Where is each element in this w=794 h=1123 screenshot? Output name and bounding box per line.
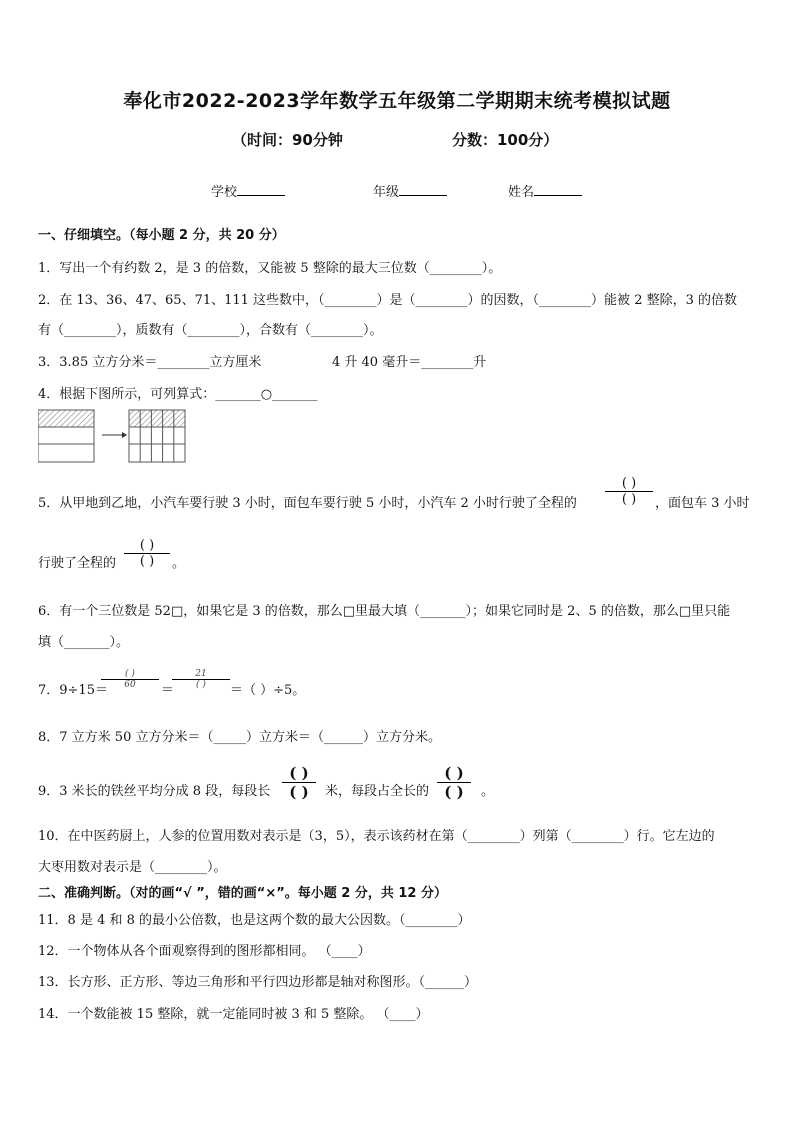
question-4: 4．根据下图所示，可列算式：_______○_______	[38, 387, 318, 402]
question-7-fraction-1[interactable]	[101, 669, 159, 690]
question-10-line1: 10．在中医药厨上，人参的位置用数对表示是（3，5），表示该药材在第（________）列第（________）行。它左边的	[38, 829, 715, 844]
school-blank[interactable]	[237, 182, 285, 196]
question-3-part2: 4 升 40 毫升＝________升	[332, 355, 487, 370]
name-blank[interactable]	[534, 182, 582, 196]
question-5-end: 。	[172, 556, 186, 571]
fraction-denominator: ( )	[289, 783, 309, 801]
question-5-line2: 行驶了全程的	[38, 556, 117, 571]
question-9-fraction-1[interactable]	[282, 764, 316, 801]
question-5-line1-end: ，面包车 3 小时	[655, 496, 750, 511]
fraction-numerator: ( )	[139, 538, 155, 553]
school-label: 学校	[211, 185, 238, 200]
exam-time: （时间：90分钟	[232, 131, 343, 149]
grade-label: 年级	[373, 185, 400, 200]
question-9-start: 9．3 米长的铁丝平均分成 8 段，每段长	[38, 784, 271, 799]
question-12: 12．一个物体从各个面观察得到的图形都相同。 （____）	[38, 944, 371, 959]
arrow-icon	[102, 432, 127, 438]
question-2-line2: 有（________），质数有（________），合数有（________）。	[38, 323, 383, 338]
fraction-denominator: ( )	[196, 680, 206, 690]
question-4-diagram	[38, 409, 188, 465]
question-9-fraction-2[interactable]	[437, 764, 471, 801]
question-6-line2: 填（_______）。	[38, 635, 130, 650]
question-9-end: 。	[481, 784, 495, 799]
question-8: 8．7 立方米 50 立方分米＝（_____）立方米＝（______）立方分米。	[38, 730, 441, 745]
question-2-line1: 2．在 13、36、47、65、71、111 这些数中，（________）是（________）的因数，（________）能被 2 整除，3 的倍数	[38, 293, 737, 308]
left-grid-figure	[38, 410, 94, 462]
exam-score: 分数：100分）	[452, 131, 559, 149]
fraction-numerator: ( )	[444, 764, 464, 782]
section-1-heading: 一、仔细填空。（每小题 2 分，共 20 分）	[38, 228, 285, 243]
right-grid-figure	[129, 410, 185, 462]
grade-field	[373, 181, 447, 200]
section-2-heading: 二、准确判断。（对的画“√ ”，错的画“×”。每小题 2 分，共 12 分）	[38, 886, 448, 901]
question-7-equals: ＝	[161, 683, 175, 698]
grade-blank[interactable]	[399, 182, 447, 196]
question-7-fraction-2[interactable]	[172, 669, 230, 690]
fraction-denominator: ( )	[444, 783, 464, 801]
question-5-line1: 5．从甲地到乙地，小汽车要行驶 3 小时，面包车要行驶 5 小时，小汽车 2 小时行驶了全程的	[38, 496, 577, 511]
question-5-fraction-1[interactable]	[605, 476, 653, 507]
question-14: 14．一个数能被 15 整除，就一定能同时被 3 和 5 整除。 （____）	[38, 1007, 429, 1022]
question-7-end: ＝（ ）÷5。	[230, 683, 306, 698]
fraction-numerator: ( )	[621, 476, 637, 491]
fraction-numerator: 21	[195, 669, 207, 679]
page-title: 奉化市2022-2023学年数学五年级第二学期期末统考模拟试题	[123, 90, 671, 112]
name-label: 姓名	[508, 185, 535, 200]
question-3-part1: 3．3.85 立方分米＝________立方厘米	[38, 355, 262, 370]
question-1: 1．写出一个有约数 2，是 3 的倍数，又能被 5 整除的最大三位数（________）。	[38, 261, 502, 276]
fraction-numerator: ( )	[289, 764, 309, 782]
question-7-start: 7．9÷15＝	[38, 683, 108, 698]
school-field	[211, 181, 285, 200]
question-5-fraction-2[interactable]	[124, 538, 170, 569]
question-10-line2: 大枣用数对表示是（________）。	[38, 860, 227, 875]
question-9-middle: 米，每段占全长的	[325, 784, 430, 799]
fraction-denominator: 60	[124, 680, 136, 690]
question-13: 13．长方形、正方形、等边三角形和平行四边形都是轴对称图形。（______）	[38, 975, 478, 990]
fraction-denominator: ( )	[139, 554, 155, 569]
fraction-denominator: ( )	[621, 492, 637, 507]
question-11: 11．8 是 4 和 8 的最小公倍数，也是这两个数的最大公因数。（________）	[38, 913, 471, 928]
fraction-numerator: ( )	[125, 669, 135, 679]
name-field	[508, 181, 582, 200]
question-6-line1: 6．有一个三位数是 52□，如果它是 3 的倍数，那么□里最大填（_______）；如果它同时是 2、5 的倍数，那么□里只能	[38, 604, 731, 619]
